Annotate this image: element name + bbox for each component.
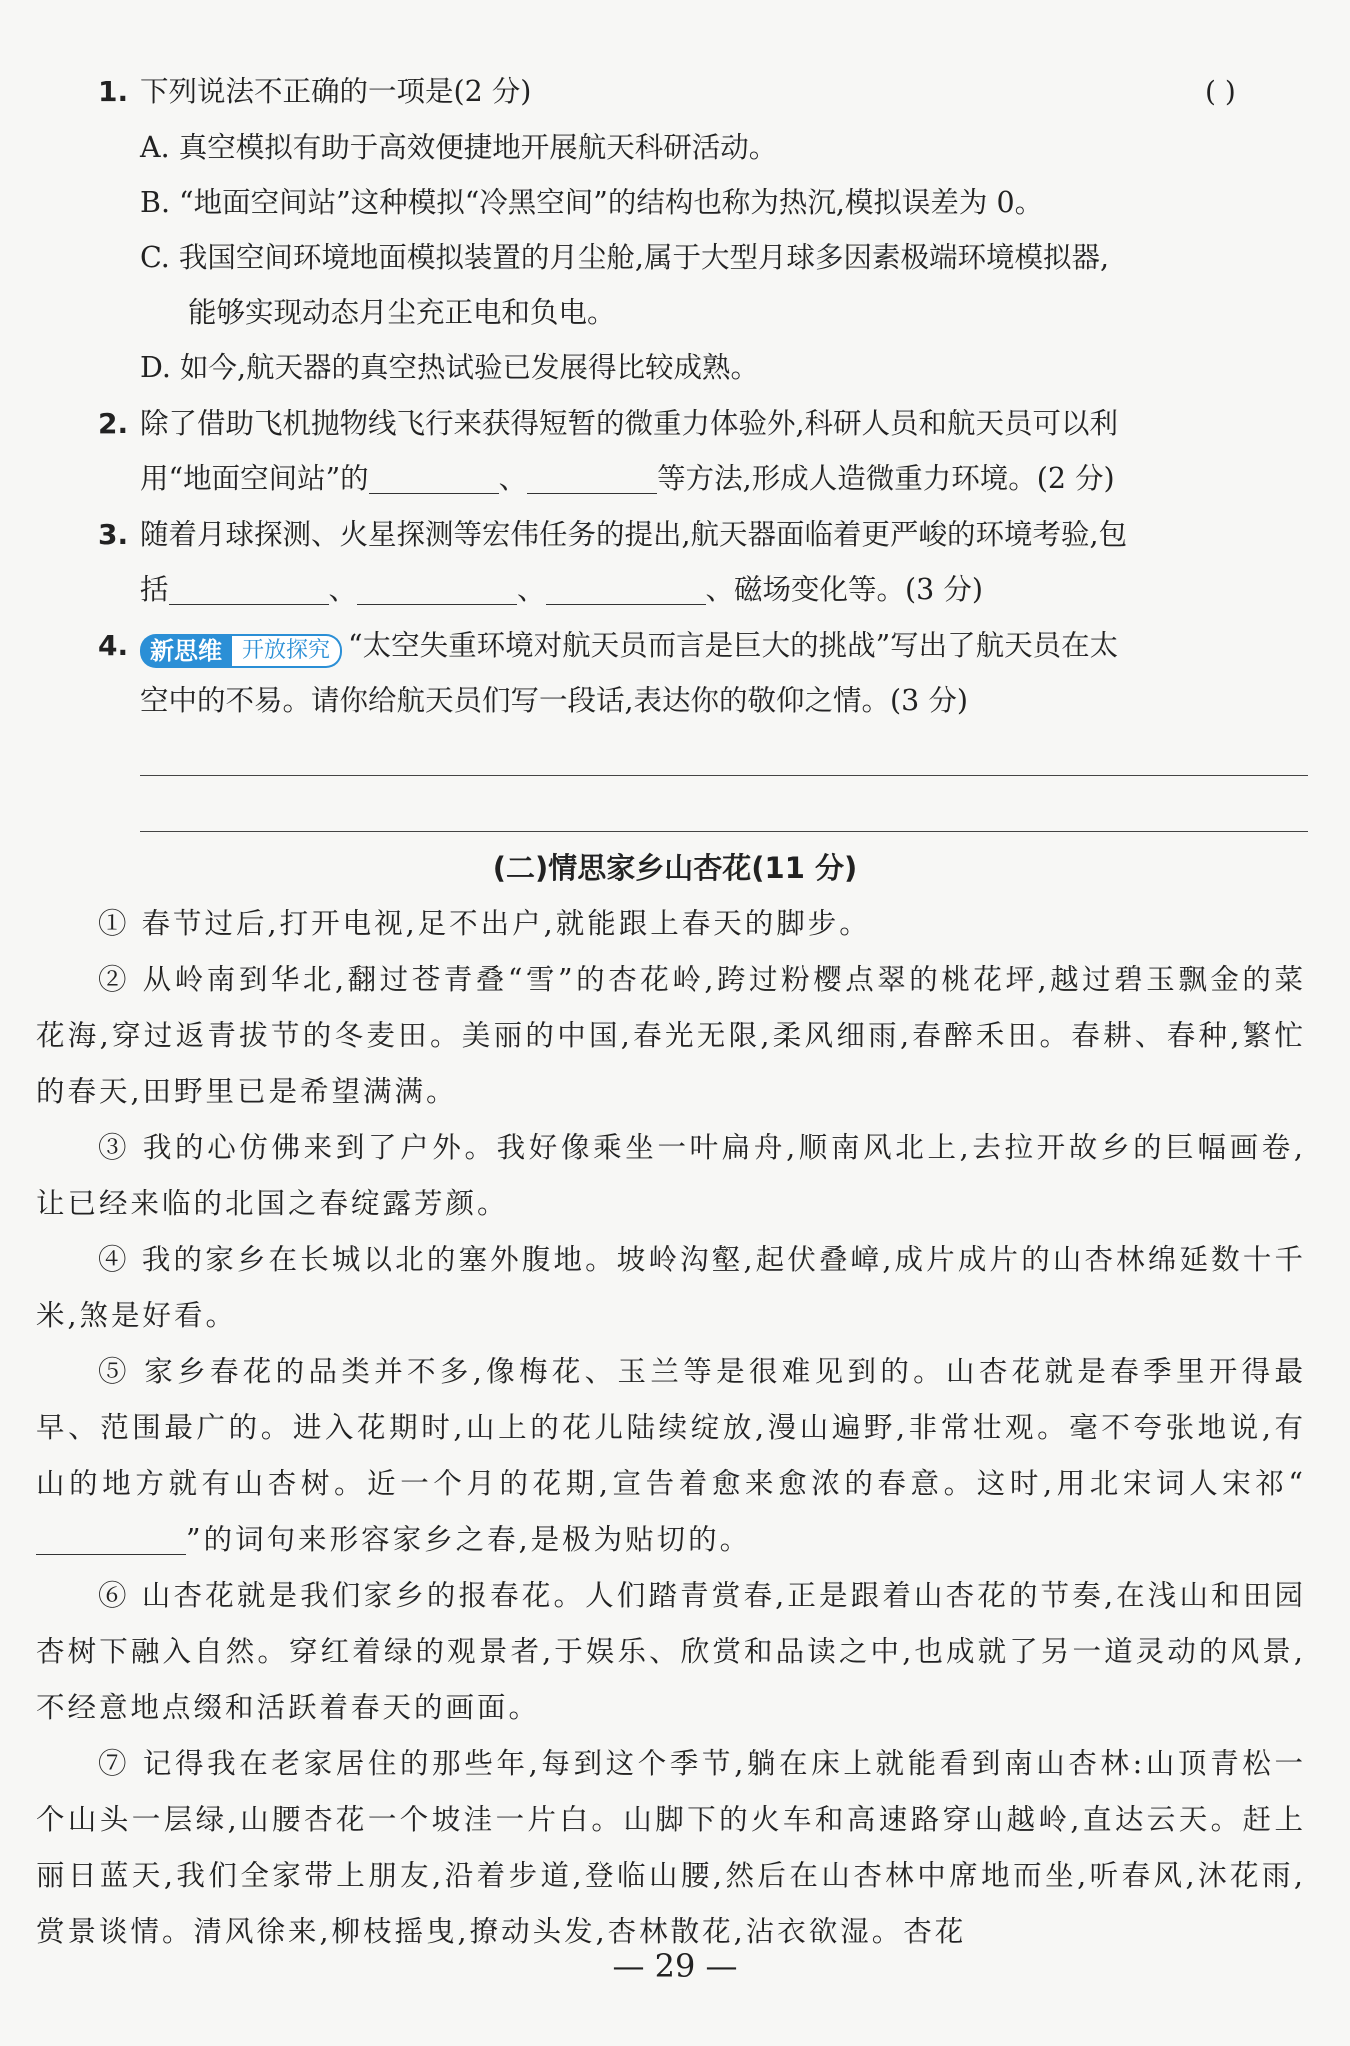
paragraph-7: ⑦ 记得我在老家居住的那些年,每到这个季节,躺在床上就能看到南山杏林:山顶青松一个山头一层绿,山腰杏花一个坡洼一片白。山脚下的火车和高速路穿山越岭,直达云天。赶上丽日蓝天,我们全家带上朋友,沿着步道,登临山腰,然后在山杏林中席地而坐,听春风,沐花雨,赏景谈情。清风徐来,柳枝摇曳,撩动头发,杏林散花,沾衣欲湿。杏花 xyxy=(36,1747,1306,1948)
answer-parentheses[interactable]: ( ) xyxy=(1205,75,1236,108)
question-2-suffix: 等方法,形成人造微重力环境。(2 分) xyxy=(657,462,1115,495)
question-2-number: 2. xyxy=(98,407,129,440)
question-4-line-1 xyxy=(140,626,1118,668)
question-3-number: 3. xyxy=(98,518,129,551)
question-2-line-2 xyxy=(140,459,1115,499)
answer-blank[interactable] xyxy=(546,574,706,605)
paragraph-4: ④ 我的家乡在长城以北的塞外腹地。坡岭沟壑,起伏叠嶂,成片成片的山杏林绵延数十千米,煞是好看。 xyxy=(36,1243,1306,1332)
separator: 、 xyxy=(498,462,528,495)
question-2-prefix: 用“地面空间站”的 xyxy=(140,462,369,495)
paragraph-2: ② 从岭南到华北,翻过苍青叠“雪”的杏花岭,跨过粉樱点翠的桃花坪,越过碧玉飘金的菜花海,穿过返青拔节的冬麦田。美丽的中国,春光无限,柔风细雨,春醉禾田。春耕、春种,繁忙的春天,田野里已是希望满满。 xyxy=(36,963,1306,1108)
separator: 、 xyxy=(328,573,358,606)
question-1-number: 1. xyxy=(98,75,129,108)
section-title: (二)情思家乡山杏花(11 分) xyxy=(492,851,858,885)
option-d: D. 如今,航天器的真空热试验已发展得比较成熟。 xyxy=(140,351,760,384)
answer-line-2[interactable] xyxy=(140,831,1308,832)
badge-sub-label: 开放探究 xyxy=(232,634,342,668)
paragraph-5-text: ⑤ 家乡春花的品类并不多,像梅花、玉兰等是很难见到的。山杏花就是春季里开得最早、范围最广的。进入花期时,山上的花儿陆续绽放,漫山遍野,非常壮观。毫不夸张地说,有山的地方就有山杏树。近一个月的花期,宣告着愈来愈浓的春意。这时,用北宋词人宋祁“ xyxy=(36,1355,1306,1500)
option-a: A. 真空模拟有助于高效便捷地开展航天科研活动。 xyxy=(140,131,778,164)
question-4-text: “太空失重环境对航天员而言是巨大的挑战”写出了航天员在太 xyxy=(348,629,1119,662)
paragraph-5-end: ”的词句来形容家乡之春,是极为贴切的。 xyxy=(186,1523,752,1556)
paragraph-3: ③ 我的心仿佛来到了户外。我好像乘坐一叶扁舟,顺南风北上,去拉开故乡的巨幅画卷,让已经来临的北国之春绽露芳颜。 xyxy=(36,1131,1306,1220)
answer-blank[interactable] xyxy=(357,574,517,605)
option-c: C. 我国空间环境地面模拟装置的月尘舱,属于大型月球多因素极端环境模拟器, xyxy=(140,241,1110,274)
question-2-line-1: 除了借助飞机抛物线飞行来获得短暂的微重力体验外,科研人员和航天员可以利 xyxy=(140,407,1119,440)
answer-blank[interactable] xyxy=(169,574,329,605)
paragraph-1: ① 春节过后,打开电视,足不出户,就能跟上春天的脚步。 xyxy=(98,907,871,940)
badge-main-label: 新思维 xyxy=(140,634,232,668)
paragraph-5 xyxy=(36,1344,1306,1568)
question-3-line-2 xyxy=(140,570,983,610)
paragraph-6: ⑥ 山杏花就是我们家乡的报春花。人们踏青赏春,正是跟着山杏花的节奏,在浅山和田园杏树下融入自然。穿红着绿的观景者,于娱乐、欣赏和品读之中,也成就了另一道灵动的风景,不经意地点缀和活跃着春天的画面。 xyxy=(36,1579,1306,1724)
separator: 、 xyxy=(517,573,546,606)
answer-blank[interactable] xyxy=(527,463,657,494)
new-thinking-badge xyxy=(140,634,342,668)
question-3-line-1: 随着月球探测、火星探测等宏伟任务的提出,航天器面临着更严峻的环境考验,包 xyxy=(140,518,1128,551)
answer-line-1[interactable] xyxy=(140,775,1308,776)
question-3-suffix: 、磁场变化等。(3 分) xyxy=(705,573,983,606)
option-b: B. “地面空间站”这种模拟“冷黑空间”的结构也称为热沉,模拟误差为 0。 xyxy=(140,186,1044,219)
question-1-stem: 下列说法不正确的一项是(2 分) xyxy=(140,75,532,108)
question-4-line-2: 空中的不易。请你给航天员们写一段话,表达你的敬仰之情。(3 分) xyxy=(140,684,968,717)
question-4-number: 4. xyxy=(98,629,129,662)
question-3-prefix: 括 xyxy=(140,573,169,606)
page-number: — 29 — xyxy=(612,1947,738,1985)
option-c-continued: 能够实现动态月尘充正电和负电。 xyxy=(188,296,616,329)
answer-blank[interactable] xyxy=(36,1524,186,1555)
answer-blank[interactable] xyxy=(369,463,499,494)
